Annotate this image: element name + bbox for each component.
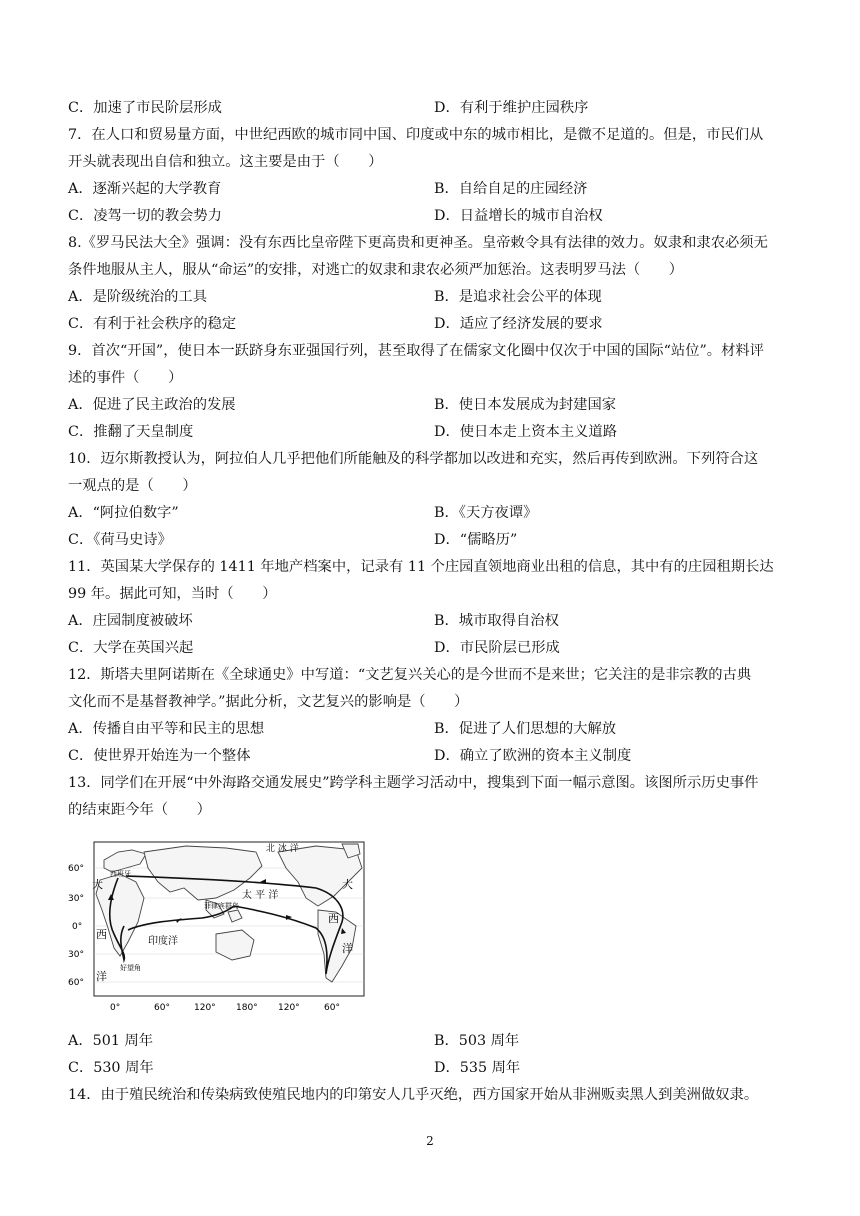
q8-option-c: C．有利于社会秩序的稳定 xyxy=(68,316,237,332)
lon-label: 60° xyxy=(324,1003,340,1013)
spain-label: 西班牙 xyxy=(110,870,131,878)
q13-stem-line1: 13．同学们在开展“中外海路交通发展史”跨学科主题学习活动中，搜集到下面一幅示意图。该图所示历史事件 xyxy=(68,775,759,791)
lon-label: 120° xyxy=(194,1003,216,1013)
atlantic-label-right: 洋 xyxy=(342,942,353,955)
q6-option-d: D．有利于维护庄园秩序 xyxy=(434,100,589,116)
indian-ocean-label: 印度洋 xyxy=(148,936,178,947)
lat-label: 60° xyxy=(68,978,84,988)
atlantic-label-left: 大 xyxy=(92,878,103,891)
pacific-label: 太 平 洋 xyxy=(242,890,279,901)
q9-option-c: C．推翻了天皇制度 xyxy=(68,424,194,440)
lon-label: 0° xyxy=(110,1003,121,1013)
q7-option-d: D．日益增长的城市自治权 xyxy=(434,208,603,224)
q7-option-a: A．逐渐兴起的大学教育 xyxy=(68,181,222,197)
q12-option-d: D．确立了欧洲的资本主义制度 xyxy=(434,748,632,764)
q11-option-b: B．城市取得自治权 xyxy=(434,613,559,629)
q13-option-c: C．530 周年 xyxy=(68,1060,154,1076)
q12-option-a: A．传播自由平等和民主的思想 xyxy=(68,721,265,737)
q9-option-d: D．使日本走上资本主义道路 xyxy=(434,424,618,440)
atlantic-label-left: 西 xyxy=(96,928,107,941)
q12-option-c: C．使世界开始连为一个整体 xyxy=(68,748,251,764)
q10-stem-line2: 一观点的是（ ） xyxy=(68,478,197,494)
q8-option-b: B．是追求社会公平的体现 xyxy=(434,289,602,305)
q7-option-b: B．自给自足的庄园经济 xyxy=(434,181,588,197)
atlantic-label-right: 西 xyxy=(328,912,339,925)
atlantic-label-left: 洋 xyxy=(96,970,107,983)
lat-label: 30° xyxy=(68,950,84,960)
q11-stem-line2: 99 年。据此可知，当时（ ） xyxy=(68,586,277,602)
arctic-label: 北 冰 洋 xyxy=(266,844,299,854)
q10-option-a: A．“阿拉伯数字” xyxy=(68,505,179,521)
q10-option-d: D．“儒略历” xyxy=(434,532,518,548)
q11-option-c: C．大学在英国兴起 xyxy=(68,640,194,656)
lat-label: 60° xyxy=(68,864,84,874)
q8-stem-line1: 8.《罗马民法大全》强调：没有东西比皇帝陛下更高贵和更神圣。皇帝敕令具有法律的效力。奴隶和隶农必须无 xyxy=(68,235,768,251)
q8-option-d: D．适应了经济发展的要求 xyxy=(434,316,603,332)
q11-option-d: D．市民阶层已形成 xyxy=(434,640,560,656)
q13-stem-line2: 的结束距今年（ ） xyxy=(68,802,211,818)
q6-option-c: C．加速了市民阶层形成 xyxy=(68,100,222,116)
q13-option-b: B．503 周年 xyxy=(434,1033,520,1049)
q9-option-a: A．促进了民主政治的发展 xyxy=(68,397,236,413)
q12-option-b: B．促进了人们思想的大解放 xyxy=(434,721,617,737)
q7-option-c: C．凌驾一切的教会势力 xyxy=(68,208,222,224)
q13-option-d: D．535 周年 xyxy=(434,1060,521,1076)
cape-label: 好望角 xyxy=(120,964,141,972)
lon-label: 60° xyxy=(154,1003,170,1013)
philippines-label: 菲律宾群岛 xyxy=(204,902,239,910)
q9-option-b: B．使日本发展成为封建国家 xyxy=(434,397,617,413)
q12-stem-line2: 文化而不是基督教神学。”据此分析，文艺复兴的影响是（ ） xyxy=(68,694,469,710)
magellan-voyage-map xyxy=(66,838,368,1016)
q9-stem-line1: 9．首次“开国”，使日本一跃跻身东亚强国行列，甚至取得了在儒家文化圈中仅次于中国的国际“站位”。材料评 xyxy=(68,343,764,359)
lon-label: 120° xyxy=(278,1003,300,1013)
q14-stem-line1: 14．由于殖民统治和传染病致使殖民地内的印第安人几乎灭绝，西方国家开始从非洲贩卖黑人到美洲做奴隶。 xyxy=(68,1087,759,1103)
q7-stem-line1: 7．在人口和贸易量方面，中世纪西欧的城市同中国、印度或中东的城市相比，是微不足道的。但是，市民们从 xyxy=(68,127,764,143)
lon-label: 180° xyxy=(236,1003,258,1013)
page-number: 2 xyxy=(426,1134,434,1148)
q9-stem-line2: 述的事件（ ） xyxy=(68,370,183,386)
q13-option-a: A．501 周年 xyxy=(68,1033,154,1049)
lat-label: 30° xyxy=(68,894,84,904)
lat-label: 0° xyxy=(72,922,83,932)
q10-stem-line1: 10．迈尔斯教授认为，阿拉伯人几乎把他们所能触及的科学都加以改进和充实，然后再传到欧洲。下列符合这 xyxy=(68,451,759,467)
q12-stem-line1: 12．斯塔夫里阿诺斯在《全球通史》中写道：“文艺复兴关心的是今世而不是来世；它关注的是非宗教的古典 xyxy=(68,667,752,683)
q10-option-b: B．《天方夜谭》 xyxy=(434,505,538,521)
q7-stem-line2: 开头就表现出自信和独立。这主要是由于（ ） xyxy=(68,154,383,170)
q11-option-a: A．庄园制度被破坏 xyxy=(68,613,193,629)
q8-stem-line2: 条件地服从主人，服从“命运”的安排，对逃亡的奴隶和隶农必须严加惩治。这表明罗马法（ ） xyxy=(68,262,684,278)
q11-stem-line1: 11．英国某大学保存的 1411 年地产档案中，记录有 11 个庄园直领地商业出租的信息，其中有的庄园租期长达 xyxy=(68,559,774,575)
atlantic-label-right: 大 xyxy=(342,878,353,891)
q8-option-a: A．是阶级统治的工具 xyxy=(68,289,207,305)
q10-option-c: C．《荷马史诗》 xyxy=(68,532,172,548)
